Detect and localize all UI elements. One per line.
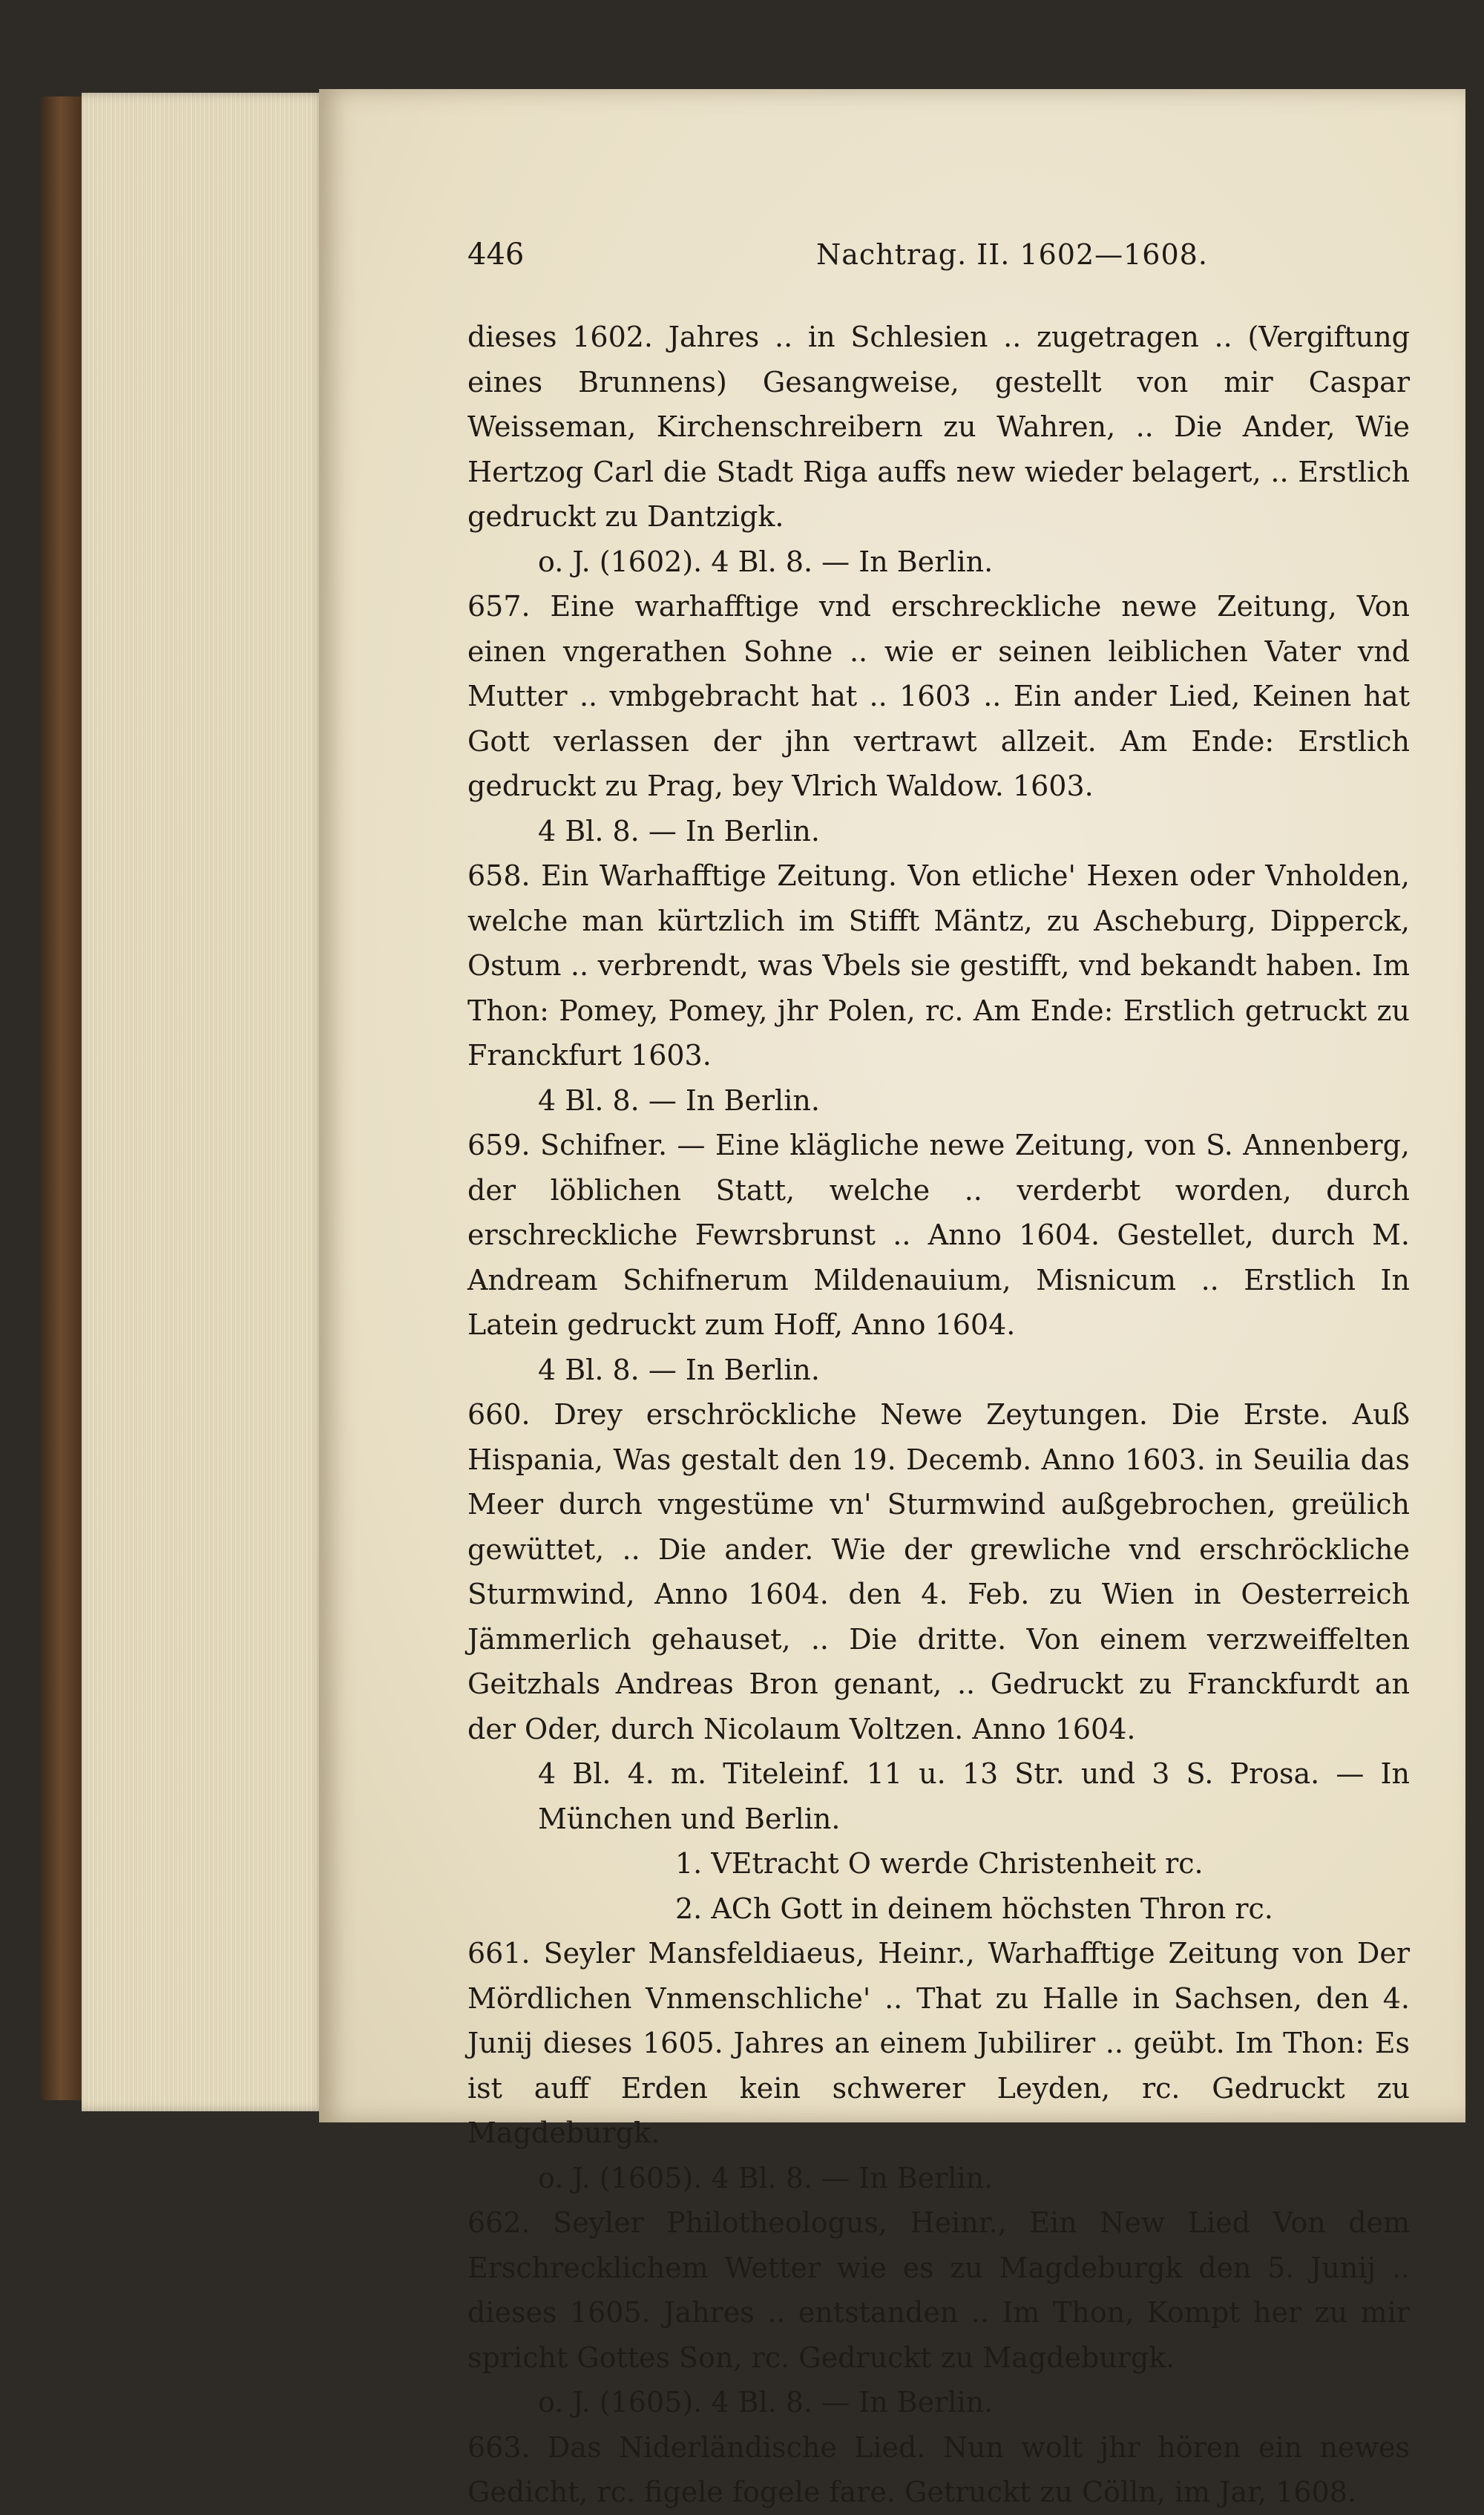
entry-subitem: 2. ACh Gott in deinem höchsten Thron rc. bbox=[675, 1892, 1273, 1925]
entry-number: 658. bbox=[467, 859, 531, 892]
entry-info: 4 Bl. 4. m. Titeleinf. 11 u. 13 Str. und 3 S. Prosa. — In München und Berlin. bbox=[538, 1757, 1410, 1835]
entry-text: Drey erschröckliche Newe Zeytungen. Die Erste. Auß Hispania, Was gestalt den 19. Decemb. Anno 1603. in Seuilia das Meer durch vngestüme vn' Sturmwind außgebrochen, greülich gewüttet, .. Die ander. Wie der grewliche vnd erschröckliche Sturmwind, Anno 1604. den 4. Feb. zu Wien in Oesterreich Jämmerlich gehauset, .. Die dritte. Von einem verzweiffelten Geitzhals Andreas Bron genant, .. Gedruckt zu Franckfurdt an der Oder, durch Nicolaum Voltzen. Anno 1604. bbox=[467, 1398, 1410, 1745]
entry-text: Ein Warhafftige Zeitung. Von etliche' Hexen oder Vnholden, welche man kürtzlich im Stifft Mäntz, zu Ascheburg, Dipperck, Ostum .. verbrendt, was Vbels sie gestifft, vnd bekandt haben. Im Thon: Pomey, Pomey, jhr Polen, rc. Am Ende: Erstlich getruckt zu Franckfurt 1603. bbox=[467, 859, 1410, 1072]
entry-text: Schifner. — Eine klägliche newe Zeitung, von S. Annenberg, der löblichen Statt, welche .. verderbt worden, durch erschreckliche Fewrsbrunst .. Anno 1604. Gestellet, durch M. Andream Schifnerum Mildenauium, Misnicum .. Erstlich In Latein gedruckt zum Hoff, Anno 1604. bbox=[467, 1129, 1410, 1341]
entry-text: Seyler Mansfeldiaeus, Heinr., Warhafftige Zeitung von Der Mördlichen Vnmenschliche' .. That zu Halle in Sachsen, den 4. Junij dieses 1605. Jahres an einem Jubilirer .. geübt. Im Thon: Es ist auff Erden kein schwerer Leyden, rc. Gedruckt zu Magdeburgk. bbox=[467, 1937, 1410, 2149]
entry-661 bbox=[467, 1931, 1410, 2200]
entry-info: 4 Bl. 8. — In Berlin. bbox=[538, 1083, 820, 1117]
entry-660 bbox=[467, 1392, 1410, 1931]
entry-info: 4 Bl. 8. — In Berlin. bbox=[538, 814, 820, 847]
entry-number: 661. bbox=[467, 1937, 531, 1970]
entry-text: Das Niderländische Lied. Nun wolt jhr hören ein newes Gedicht, rc. figele fogele fare. Getruckt zu Cölln, im Jar, 1608. bbox=[467, 2430, 1410, 2508]
entry-658 bbox=[467, 853, 1410, 1123]
entry-text: Seyler Philotheologus, Heinr., Ein New Lied Von dem Erschrecklichem Wetter wie es zu Magdeburgk den 5. Junij .. dieses 1605. Jahres .. entstanden .. Im Thon, Kompt her zu mir spricht Gottes Son, rc. Gedruckt zu Magdeburgk. bbox=[467, 2206, 1410, 2374]
continuation-text: dieses 1602. Jahres .. in Schlesien .. zugetragen .. (Vergiftung eines Brunnens) Gesangweise, gestellt von mir Caspar Weisseman, Kirchenschreibern zu Wahren, .. Die Ander, Wie Hertzog Carl die Stadt Riga auffs new wieder belagert, .. Erstlich gedruckt zu Dantzigk. bbox=[467, 321, 1410, 533]
entry-number: 657. bbox=[467, 590, 531, 623]
entry-662 bbox=[467, 2200, 1410, 2425]
running-head: Nachtrag. II. 1602—1608. bbox=[816, 238, 1208, 271]
page-stack-edge bbox=[82, 93, 326, 2111]
entry-info: o. J. (1605). 4 Bl. 8. — In Berlin. bbox=[538, 2161, 994, 2194]
entry-number: 663. bbox=[467, 2430, 531, 2464]
entry-657 bbox=[467, 584, 1410, 853]
entry-number: 659. bbox=[467, 1129, 531, 1161]
entry-663 bbox=[467, 2425, 1410, 2515]
entry-subitem: 1. VEtracht O werde Christenheit rc. bbox=[675, 1847, 1204, 1880]
entry-info: o. J. (1605). 4 Bl. 8. — In Berlin. bbox=[538, 2386, 994, 2419]
page-text-block bbox=[467, 237, 1410, 2515]
entry-659 bbox=[467, 1123, 1410, 1392]
entry-number: 660. bbox=[467, 1398, 531, 1431]
page-number: 446 bbox=[467, 237, 525, 272]
entry-text: Eine warhafftige vnd erschreckliche newe Zeitung, Von einen vngerathen Sohne .. wie er seinen leiblichen Vater vnd Mutter .. vmbgebracht hat .. 1603 .. Ein ander Lied, Keinen hat Gott verlassen der jhn vertrawt allzeit. Am Ende: Erstlich gedruckt zu Prag, bey Vlrich Waldow. 1603. bbox=[467, 590, 1410, 802]
entry-info: 4 Bl. 8. — In Berlin. bbox=[538, 1353, 820, 1386]
page-header bbox=[467, 237, 1410, 282]
entry-number: 662. bbox=[467, 2206, 531, 2239]
continuation-info: o. J. (1602). 4 Bl. 8. — In Berlin. bbox=[538, 545, 994, 578]
